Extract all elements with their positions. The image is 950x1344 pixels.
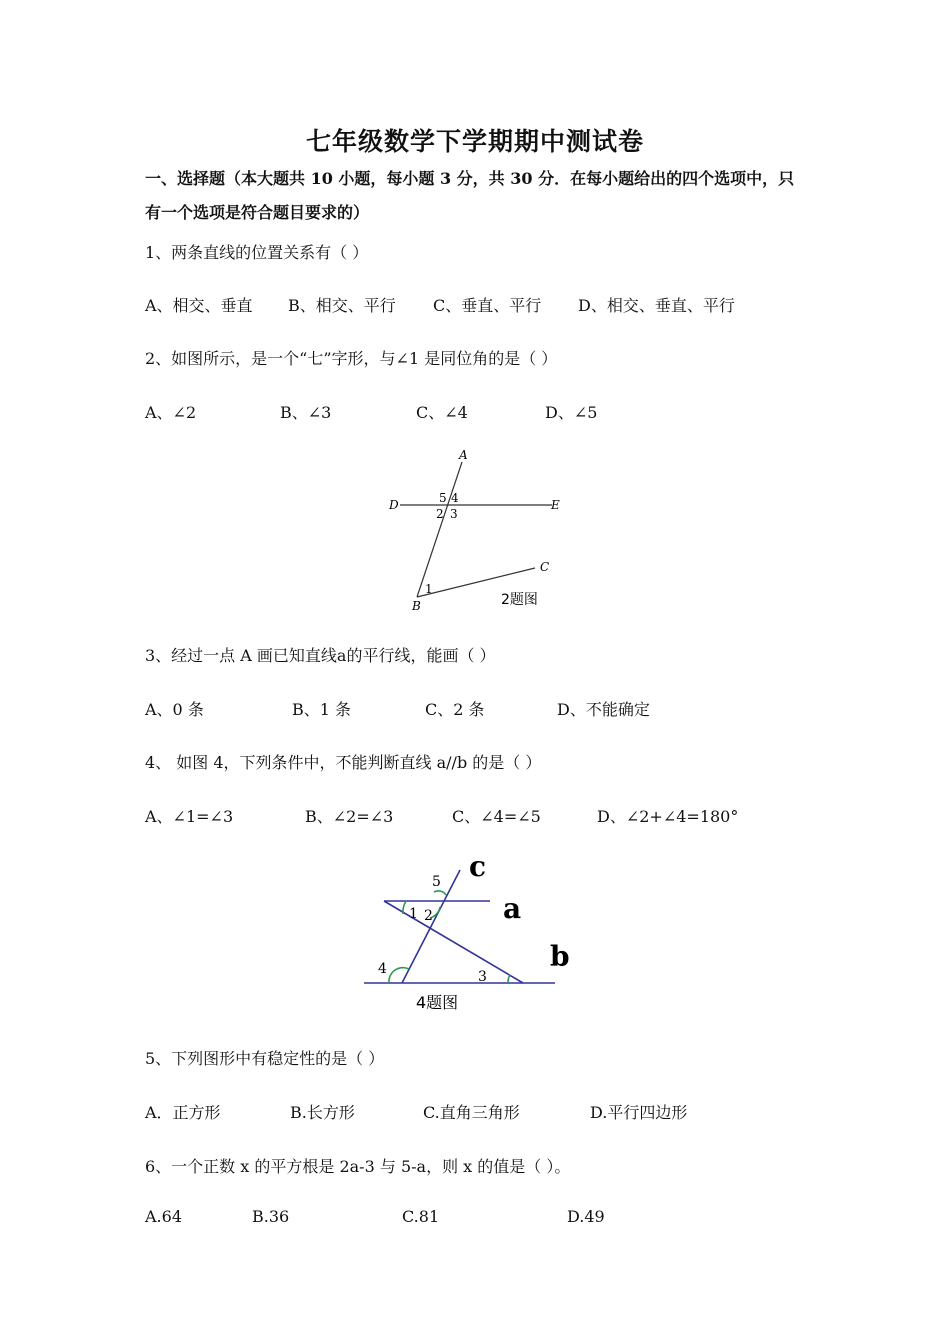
- q3-option-d: D、不能确定: [557, 700, 650, 719]
- q4-option-c: C、∠4=∠5: [452, 807, 541, 826]
- question-3-stem: 3、经过一点 A 画已知直线a的平行线，能画（ ）: [145, 646, 496, 665]
- angle-arc-5: [434, 891, 446, 895]
- question-1-stem: 1、两条直线的位置关系有（ ）: [145, 243, 369, 262]
- q2-option-d: D、∠5: [545, 403, 598, 422]
- question-5-stem: 5、下列图形中有稳定性的是（ ）: [145, 1049, 385, 1068]
- q5-option-c: C.直角三角形: [423, 1103, 520, 1122]
- figure-2-caption: 2题图: [501, 592, 538, 608]
- figure-2-diagram: [380, 440, 580, 620]
- angle-label-4: 4: [451, 491, 459, 505]
- angle-label-5: 5: [439, 491, 447, 505]
- page-title: 七年级数学下学期期中测试卷: [305, 127, 644, 156]
- question-2-stem: 2、如图所示，是一个“七”字形，与∠1 是同位角的是（ ）: [145, 349, 558, 368]
- angle-label-5: 5: [432, 874, 441, 890]
- q2-option-c: C、∠4: [416, 403, 468, 422]
- angle-arc-1: [403, 901, 406, 914]
- q3-option-a: A、0 条: [145, 700, 204, 719]
- q6-option-b: B.36: [252, 1207, 290, 1226]
- q1-option-c: C、垂直、平行: [433, 296, 542, 315]
- angle-label-1: 1: [425, 582, 433, 596]
- figure-4-caption: 4题图: [416, 993, 459, 1012]
- label-E: E: [551, 498, 560, 512]
- line-c: [402, 870, 460, 983]
- q6-option-a: A.64: [145, 1207, 182, 1226]
- label-c: c: [469, 850, 487, 883]
- q1-option-b: B、相交、平行: [288, 296, 396, 315]
- q1-option-a: A、相交、垂直: [145, 296, 253, 315]
- line-AB: [417, 462, 462, 597]
- q4-option-d: D、∠2+∠4=180°: [597, 807, 739, 826]
- q5-option-b: B.长方形: [290, 1103, 355, 1122]
- q6-option-d: D.49: [567, 1207, 605, 1226]
- q5-option-a: A．正方形: [145, 1103, 221, 1122]
- angle-label-1: 1: [409, 906, 418, 922]
- question-4-stem: 4、 如图 4，下列条件中，不能判断直线 a//b 的是（ ）: [145, 753, 542, 772]
- angle-label-2: 2: [436, 507, 444, 521]
- section-heading-line1: 一、选择题（本大题共 10 小题，每小题 3 分，共 30 分．在每小题给出的四个选项中，只: [145, 169, 795, 188]
- q2-option-b: B、∠3: [280, 403, 332, 422]
- angle-label-2: 2: [424, 908, 433, 924]
- q6-option-c: C.81: [402, 1207, 440, 1226]
- label-a: a: [503, 892, 522, 925]
- q4-option-a: A、∠1=∠3: [145, 807, 234, 826]
- label-B: B: [412, 599, 421, 613]
- angle-label-3: 3: [450, 507, 458, 521]
- label-C: C: [540, 560, 550, 574]
- label-b: b: [550, 940, 570, 973]
- q3-option-c: C、2 条: [425, 700, 485, 719]
- label-A: A: [459, 448, 468, 462]
- section-heading-line2: 有一个选项是符合题目要求的）: [145, 203, 370, 222]
- question-6-stem: 6、一个正数 x 的平方根是 2a-3 与 5-a，则 x 的值是（ ）。: [145, 1157, 571, 1176]
- q4-option-b: B、∠2=∠3: [305, 807, 394, 826]
- q3-option-b: B、1 条: [292, 700, 352, 719]
- label-D: D: [389, 498, 399, 512]
- q2-option-a: A、∠2: [145, 403, 197, 422]
- q1-option-d: D、相交、垂直、平行: [578, 296, 735, 315]
- angle-label-4: 4: [378, 961, 387, 977]
- q5-option-d: D.平行四边形: [590, 1103, 688, 1122]
- figure-4-diagram: [360, 848, 580, 1018]
- angle-arc-3: [508, 975, 510, 983]
- angle-label-3: 3: [478, 969, 487, 985]
